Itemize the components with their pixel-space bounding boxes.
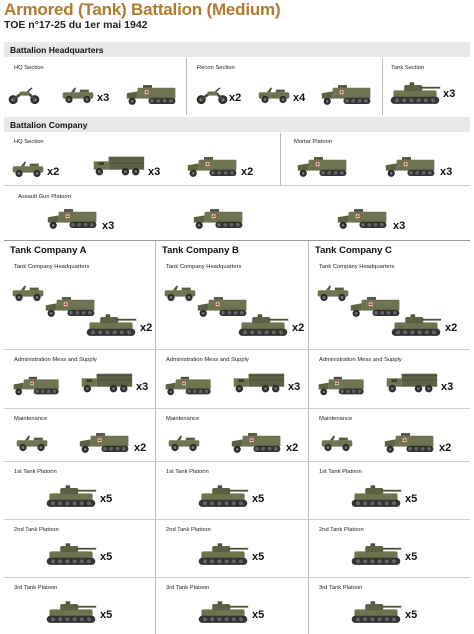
halftrack-icon [78,432,132,454]
mortar-platoon-label: Mortar Platoon [294,139,333,145]
company-b-admin-label: Administration Mess and Supply [166,357,249,363]
company-b-platoon2-label: 2nd Tank Platoon [166,527,211,533]
tank-section-mult: x3 [443,88,456,100]
tank-icon [44,543,98,567]
company-c-platoon1-mult: x5 [405,493,418,505]
tank-icon [196,601,250,625]
halftrack-icon [336,208,390,230]
company-c-headquarters-label: Tank Company Headquarters [319,264,395,270]
company-truck-mult: x3 [148,166,161,178]
halftrack-icon [192,208,246,230]
company-b-headquarters-label: Tank Company Headquarters [166,264,242,270]
company-b-platoon3-mult: x5 [252,609,265,621]
company-a-headquarters-label: Tank Company Headquarters [14,264,90,270]
recon-moto-mult: x2 [229,92,242,104]
halftrack-icon [230,432,284,454]
motorcycle-icon [6,87,42,105]
company-a-platoon2-label: 2nd Tank Platoon [14,527,59,533]
jeep-icon [10,160,46,178]
jeep-icon [315,284,351,302]
jeep-icon [162,284,198,302]
company-jeep-mult: x2 [47,166,60,178]
assault-gun-mult-2: x3 [393,220,406,232]
halftrack-icon [186,156,240,178]
jeep-icon [14,434,50,452]
company-c-platoon3-label: 3rd Tank Platoon [319,585,363,591]
halftrack-icon [164,375,214,397]
company-halftrack-mult: x2 [241,166,254,178]
halftrack-icon [296,156,350,178]
company-b-headquarters-mult: x2 [292,322,305,334]
company-b-platoon1-label: 1st Tank Platoon [166,469,209,475]
truck-icon [230,371,286,395]
jeep-icon [166,434,202,452]
company-c-platoon2-mult: x5 [405,551,418,563]
tank-company-c-header: Tank Company C [309,243,470,258]
tank-icon [44,485,98,509]
assault-gun-platoon-label: Assault Gun Platoon [18,194,71,200]
jeep-icon [10,284,46,302]
tank-icon [349,543,403,567]
page-title: Armored (Tank) Battalion (Medium) [4,0,281,19]
tank-icon [349,601,403,625]
company-hq-section-label: HQ Section [14,139,44,145]
tank-icon [349,485,403,509]
tank-icon [196,485,250,509]
company-c-maintenance-label: Maintenance [319,416,353,422]
truck-icon [90,154,146,178]
company-a-platoon2-mult: x5 [100,551,113,563]
halftrack-icon [125,84,179,106]
page-subtitle: TOE n°17-25 du 1er mai 1942 [4,19,148,31]
tank-section-label: Tank Section [391,65,425,71]
assault-gun-mult: x3 [102,220,115,232]
tank-icon [389,314,443,338]
company-c-platoon2-label: 2nd Tank Platoon [319,527,364,533]
company-b-admin-mult: x3 [288,381,301,393]
motorcycle-icon [194,87,230,105]
tank-icon [44,601,98,625]
company-a-platoon3-label: 3rd Tank Platoon [14,585,58,591]
company-b-maintenance-label: Maintenance [166,416,200,422]
hq-jeep-mult: x3 [97,92,110,104]
recon-jeep-mult: x4 [293,92,306,104]
tank-icon [196,543,250,567]
company-a-platoon3-mult: x5 [100,609,113,621]
company-a-platoon1-label: 1st Tank Platoon [14,469,57,475]
company-a-admin-mult: x3 [136,381,149,393]
truck-icon [383,371,439,395]
company-a-headquarters-mult: x2 [140,322,153,334]
company-a-maintenance-label: Maintenance [14,416,48,422]
jeep-icon [319,434,355,452]
halftrack-icon [46,208,100,230]
company-a-platoon1-mult: x5 [100,493,113,505]
tank-icon [84,314,138,338]
hq-section-label: HQ Section [14,65,44,71]
halftrack-icon [12,375,62,397]
company-b-platoon2-mult: x5 [252,551,265,563]
battalion-company-header: Battalion Company [4,117,470,132]
company-c-platoon1-label: 1st Tank Platoon [319,469,362,475]
company-a-maintenance-mult: x2 [134,442,147,454]
company-c-maintenance-mult: x2 [439,442,452,454]
company-c-admin-mult: x3 [441,381,454,393]
halftrack-icon [384,156,438,178]
company-b-maintenance-mult: x2 [286,442,299,454]
company-c-admin-label: Administration Mess and Supply [319,357,402,363]
jeep-icon [256,86,292,104]
tank-company-a-header: Tank Company A [4,243,155,258]
company-a-admin-label: Administration Mess and Supply [14,357,97,363]
tank-company-b-header: Tank Company B [156,243,308,258]
jeep-icon [60,86,96,104]
halftrack-icon [320,84,374,106]
company-b-platoon3-label: 3rd Tank Platoon [166,585,210,591]
halftrack-icon [317,375,367,397]
battalion-hq-header: Battalion Headquarters [4,42,470,57]
recon-section-label: Recon Section [197,65,235,71]
truck-icon [78,371,134,395]
mortar-mult: x3 [440,166,453,178]
company-b-platoon1-mult: x5 [252,493,265,505]
halftrack-icon [383,432,437,454]
company-c-headquarters-mult: x2 [445,322,458,334]
company-c-platoon3-mult: x5 [405,609,418,621]
tank-icon [236,314,290,338]
tank-icon [388,82,442,106]
